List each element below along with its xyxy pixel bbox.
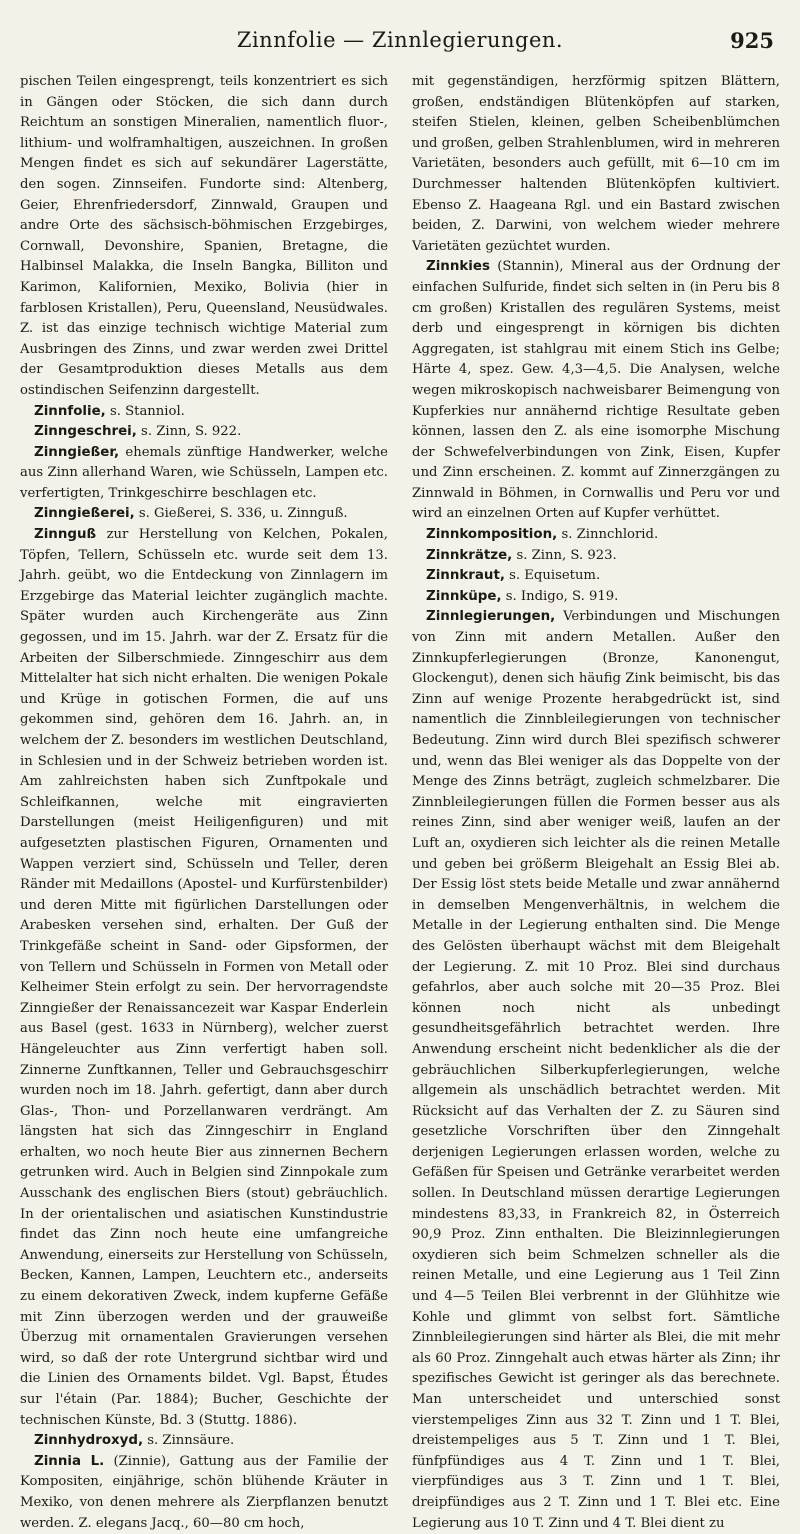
entry-lemma: Zinnkies [426, 259, 490, 275]
entry-paragraph [412, 587, 780, 608]
entry-paragraph [20, 402, 388, 423]
entry-text: (Stannin), Mineral aus der Ordnung der einfachen Sulfuride, findet sich selten in (in Peru bis 8 cm großen) Kristallen des regulären Systems, meist derb und eingesprengt in körnigen bis dichten Aggregaten, ist stahlgrau mit einem Stich ins Gelbe; Härte 4, spez. Gew. 4,3—4,5. Die Analysen, welche wegen mikroskopisch nachweisbarer Beimengung von Kupferkies nur annähernd richtige Resultate geben können, lassen den Z. als eine isomorphe Mischung der Schwefelverbindungen von Zink, Eisen, Kupfer und Zinn erscheinen. Z. kommt auf Zinnerzgängen zu Zinnwald in Böhmen, in Cornwallis und Peru vor und wird an einzelnen Orten auf Kupfer verhüttet. [412, 259, 780, 522]
entry-lemma: Zinnguß [34, 527, 97, 543]
page-header [0, 28, 800, 62]
entry-paragraph [412, 566, 780, 587]
entry-paragraph [20, 525, 388, 1431]
entry-lemma: Zinngeschrei, [34, 424, 137, 440]
right-column [412, 72, 780, 1531]
entry-paragraph [20, 72, 388, 402]
entry-paragraph [412, 546, 780, 567]
entry-lemma: Zinnkrätze, [426, 547, 513, 563]
entry-paragraph [412, 257, 780, 525]
entry-text: ehemals zünftige Handwerker, welche aus Zinn allerhand Waren, wie Schüsseln, Lampen etc. verfertigten, Trinkgeschirre beschlagen etc. [20, 444, 388, 501]
entry-text: mit gegenständigen, herzförmig spitzen Blättern, großen, endständigen Blütenköpfen auf starken, steifen Stielen, kleinen, gelben Scheibenblümchen und großen, gelben Strahlenblumen, wird in mehreren Varietäten, besonders auch gefüllt, mit 6—10 cm im Durchmesser haltenden Blütenköpfen kultiviert. Ebenso Z. Haageana Rgl. und ein Bastard zwischen beiden, Z. Darwini, von welchem wieder mehrere Varietäten gezüchtet wurden. [412, 74, 780, 254]
entry-text: s. Stanniol. [109, 403, 185, 419]
entry-text: s. Equisetum. [509, 568, 601, 584]
left-column [20, 72, 388, 1531]
entry-lemma: Zinnfolie, [34, 403, 106, 419]
page-number: 925 [730, 28, 774, 53]
entry-paragraph [20, 422, 388, 443]
entry-lemma: Zinnia L. [34, 1453, 105, 1469]
entry-text: s. Zinn, S. 923. [516, 547, 617, 563]
entry-paragraph [412, 72, 780, 257]
entry-paragraph [412, 525, 780, 546]
entry-paragraph [20, 1431, 388, 1452]
entry-lemma: Zinnkomposition, [426, 527, 558, 543]
entry-paragraph [20, 504, 388, 525]
entry-text: s. Zinn, S. 922. [141, 424, 242, 440]
entry-text: s. Zinnsäure. [147, 1433, 235, 1449]
entry-text: pischen Teilen eingesprengt, teils konzentriert es sich in Gängen oder Stöcken, die sich dann durch Reichtum an sonstigen Mineralien, namentlich fluor-, lithium- und wolframhaltigen, auszeichnen. In großen Mengen findet es sich auf sekundärer Lagerstätte, den sogen. Zinnseifen. Fundorte sind: Altenberg, Geier, Ehrenfriedersdorf, Zinnwald, Graupen und andre Orte des sächsisch-böhmischen Erzgebirges, Cornwall, Devonshire, Spanien, Bretagne, die Halbinsel Malakka, die Inseln Bangka, Billiton und Karimon, Kalifornien, Mexiko, Bolivia (hier in farblosen Kristallen), Peru, Queensland, Neusüdwales. Z. ist das einzige technisch wichtige Material zum Ausbringen des Zinns, und zwar werden zwei Drittel der Gesamtproduktion dieses Metalls aus dem ostindischen Seifenzinn dargestellt. [20, 74, 388, 398]
entry-text: s. Indigo, S. 919. [505, 588, 619, 604]
entry-lemma: Zinnküpe, [426, 588, 502, 604]
entry-text: s. Gießerei, S. 336, u. Zinnguß. [138, 506, 348, 522]
entry-text: s. Zinnchlorid. [561, 527, 659, 543]
entry-lemma: Zinnhydroxyd, [34, 1433, 144, 1449]
entry-lemma: Zinnlegierungen, [426, 609, 556, 625]
entry-paragraph [412, 607, 780, 1534]
entry-paragraph [20, 1452, 388, 1534]
entry-text: (Zinnie), Gattung aus der Familie der Kompositen, einjährige, schön blühende Kräuter in Mexiko, von denen mehrere als Zierpflanzen benutzt werden. Z. elegans Jacq., 60—80 cm hoch, [20, 1453, 388, 1531]
entry-lemma: Zinngießerei, [34, 506, 135, 522]
entry-text: Verbindungen und Mischungen von Zinn mit andern Metallen. Außer den Zinnkupferlegierungen (Bronze, Kanonengut, Glockengut), denen sich häufig Zink beimischt, bis das Zinn auf wenige Prozente herabgedrückt ist, sind namentlich die Zinnbleilegierungen von technischer Bedeutung. Zinn wird durch Blei spezifisch schwerer und, wenn das Blei weniger als das Doppelte von der Menge des Zinns beträgt, zugleich schmelzbarer. Die Zinnbleilegierungen füllen die Formen besser aus als reines Zinn, sind aber weniger weiß, laufen an der Luft an, oxydieren sich leichter als die reinen Metalle und geben bei größerm Bleigehalt an Essig Blei ab. Der Essig löst stets beide Metalle und zwar annähernd in demselben Mengenverhältnis, in welchem die Metalle in der Legierung enthalten sind. Die Menge des Gelösten überhaupt wächst mit dem Bleigehalt der Legierung. Z. mit 10 Proz. Blei sind durchaus gefahrlos, aber auch solche mit 20—35 Proz. Blei können noch nicht als unbedingt gesundheitsgefährlich betrachtet werden. Ihre Anwendung erscheint nicht bedenklicher als die der gebräuchlichen Silberkupferlegierungen, welche allgemein als unschädlich betrachtet werden. Mit Rücksicht auf das Verhalten der Z. zu Säuren sind gesetzliche Vorschriften über den Zinngehalt derjenigen Legierungen erlassen worden, welche zu Gefäßen für Speisen und Getränke verarbeitet werden sollen. In Deutschland müssen derartige Legierungen mindestens 83,33, in Frankreich 82, in Österreich 90,9 Proz. Zinn enthalten. Die Bleizinnlegierungen oxydieren sich beim Schmelzen schneller als die reinen Metalle, und eine Legierung aus 1 Teil Zinn und 4—5 Teilen Blei verbrennt in der Glühhitze wie Kohle und glimmt von selbst fort. Sämtliche Zinnbleilegierungen sind härter als Blei, die mit mehr als 60 Proz. Zinngehalt auch etwas härter als Zinn; ihr spezifisches Gewicht ist geringer als das berechnete. Man unterscheidet und unterschied sonst vierstempeliges Zinn aus 32 T. Zinn und 1 T. Blei, dreistempeliges aus 5 T. Zinn und 1 T. Blei, fünfpfündiges aus 4 T. Zinn und 1 T. Blei, vierpfündiges aus 3 T. Zinn und 1 T. Blei, dreipfündiges aus 2 T. Zinn und 1 T. Blei etc. Eine Legierung aus 10 T. Zinn und 4 T. Blei dient zu [412, 609, 780, 1531]
entry-lemma: Zinnkraut, [426, 568, 505, 584]
entry-text: zur Herstellung von Kelchen, Pokalen, Töpfen, Tellern, Schüsseln etc. wurde seit dem 13. Jahrh. geübt, wo die Entdeckung von Zinnlagern im Erzgebirge das Material leichter zugänglich machte. Später wurden auch Kirchengeräte aus Zinn gegossen, und im 15. Jahrh. war der Z. Ersatz für die Arbeiten der Silberschmiede. Zinngeschirr aus dem Mittelalter hat sich nicht erhalten. Die wenigen Pokale und Krüge in gotischen Formen, die auf uns gekommen sind, gehören dem 16. Jahrh. an, in welchem der Z. besonders im westlichen Deutschland, in Schlesien und in der Schweiz betrieben worden ist. Am zahlreichsten haben sich Zunftpokale und Schleifkannen, welche mit eingravierten Darstellungen (meist Heiligenfiguren) und mit aufgesetzten plastischen Figuren, Ornamenten und Wappen verziert sind, Schüsseln und Teller, deren Ränder mit Medaillons (Apostel- und Kurfürstenbilder) und deren Mitte mit figürlichen Darstellungen oder Arabesken versehen sind, erhalten. Der Guß der Trinkgefäße scheint in Sand- oder Gipsformen, der von Tellern und Schüsseln in Formen von Metall oder Kelheimer Stein erfolgt zu sein. Der hervorragendste Zinngießer der Renaissancezeit war Kaspar Enderlein aus Basel (gest. 1633 in Nürnberg), welcher zuerst Hängeleuchter aus Zinn verfertigt haben soll. Zinnerne Zunftkannen, Teller und Gebrauchsgeschirr wurden noch im 18. Jahrh. gefertigt, dann aber durch Glas-, Thon- und Porzellanwaren verdrängt. Am längsten hat sich das Zinngeschirr in England erhalten, wo noch heute Bier aus zinnernen Bechern getrunken wird. Auch in Belgien sind Zinnpokale zum Ausschank des englischen Biers (stout) gebräuchlich. In der orientalischen und asiatischen Kunstindustrie findet das Zinn noch heute eine umfangreiche Anwendung, einerseits zur Herstellung von Schüsseln, Becken, Kannen, Lampen, Leuchtern etc., anderseits zu einem dekorativen Zweck, indem kupferne Gefäße mit Zinn überzogen werden und der grauweiße Überzug mit ornamentalen Gravierungen versehen wird, so daß der rote Untergrund sichtbar wird und die Linien des Ornaments bildet. Vgl. Bapst, Études sur l'étain (Par. 1884); Bucher, Geschichte der technischen Künste, Bd. 3 (Stuttg. 1886). [20, 527, 388, 1428]
entry-lemma: Zinngießer, [34, 444, 120, 460]
entry-paragraph [20, 443, 388, 505]
page-title: Zinnfolie — Zinnlegierungen. [236, 28, 564, 52]
